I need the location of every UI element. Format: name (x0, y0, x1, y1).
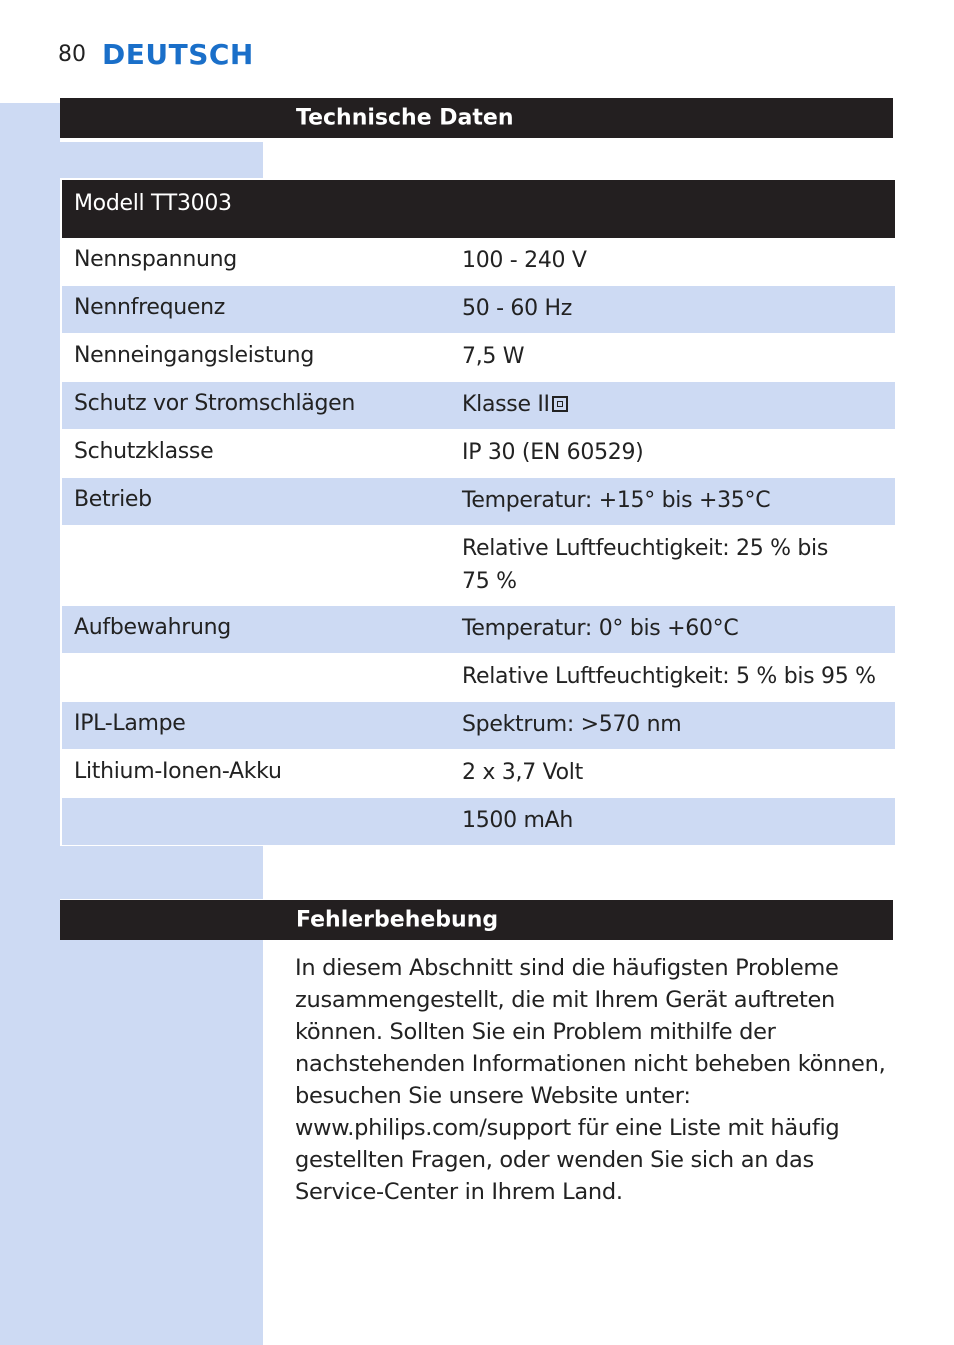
table-row (62, 382, 895, 430)
spec-value-cell (462, 388, 892, 421)
spec-label: Nennfrequenz (74, 295, 226, 320)
spec-value: 2 x 3,7 Volt (462, 760, 583, 785)
spec-value: 1500 mAh (462, 808, 574, 833)
spec-value: Spektrum: >570 nm (462, 712, 682, 737)
spec-value: 100 - 240 V (462, 248, 587, 273)
table-row (62, 430, 895, 478)
section-spacer (263, 845, 953, 899)
table-row (62, 334, 895, 382)
table-row (62, 750, 895, 798)
spec-value: Relative Luftfeuchtigkeit: 25 % bis 75 % (462, 536, 829, 594)
spec-label: Betrieb (74, 487, 152, 512)
spec-value: Klasse II (462, 392, 550, 417)
table-row (62, 286, 895, 334)
spec-value: IP 30 (EN 60529) (462, 440, 644, 465)
section-title-troubleshooting: Fehlerbehebung (296, 907, 499, 933)
table-row (62, 238, 895, 286)
spec-label: Schutzklasse (74, 439, 214, 464)
spec-label: Nenneingangsleistung (74, 343, 314, 368)
spec-label: Schutz vor Stromschlägen (74, 391, 356, 416)
spec-value: Temperatur: +15° bis +35°C (462, 488, 771, 513)
table-row (62, 654, 895, 702)
spec-value: 7,5 W (462, 344, 525, 369)
model-label: Modell TT3003 (74, 191, 232, 216)
table-row (62, 606, 895, 654)
table-row (62, 798, 895, 846)
spec-label: Lithium-Ionen-Akku (74, 759, 282, 784)
page-header (58, 34, 254, 74)
table-row (62, 478, 895, 526)
section-bar-troubleshooting (60, 899, 893, 940)
troubleshooting-intro: In diesem Abschnitt sind die häufigsten Probleme zusammengestellt, die mit Ihrem Gerät auftreten können. Sollten Sie ein Problem mithilfe der nachstehenden Informationen nicht beheben können, besuchen Sie unsere Website unter: www.philips.com/support für eine Liste mit häufig gestellten Fragen, oder wenden Sie sich an das Service-Center in Ihrem Land. (295, 955, 886, 1205)
spec-label: IPL-Lampe (74, 711, 186, 736)
page-number: 80 (58, 41, 86, 67)
table-row (62, 702, 895, 750)
section-bar-technical-data (60, 97, 893, 138)
spec-value: Temperatur: 0° bis +60°C (462, 616, 739, 641)
spec-label: Aufbewahrung (74, 615, 231, 640)
spec-value: 50 - 60 Hz (462, 296, 572, 321)
divider (60, 138, 893, 142)
section-title-technical-data: Technische Daten (296, 105, 514, 131)
spec-table-header (62, 178, 895, 238)
table-row (62, 526, 895, 606)
spec-label: Nennspannung (74, 247, 237, 272)
double-square-class-ii-icon (552, 396, 568, 412)
language-title: DEUTSCH (102, 37, 254, 71)
spec-value: Relative Luftfeuchtigkeit: 5 % bis 95 % (462, 664, 876, 689)
spec-table (60, 178, 895, 846)
